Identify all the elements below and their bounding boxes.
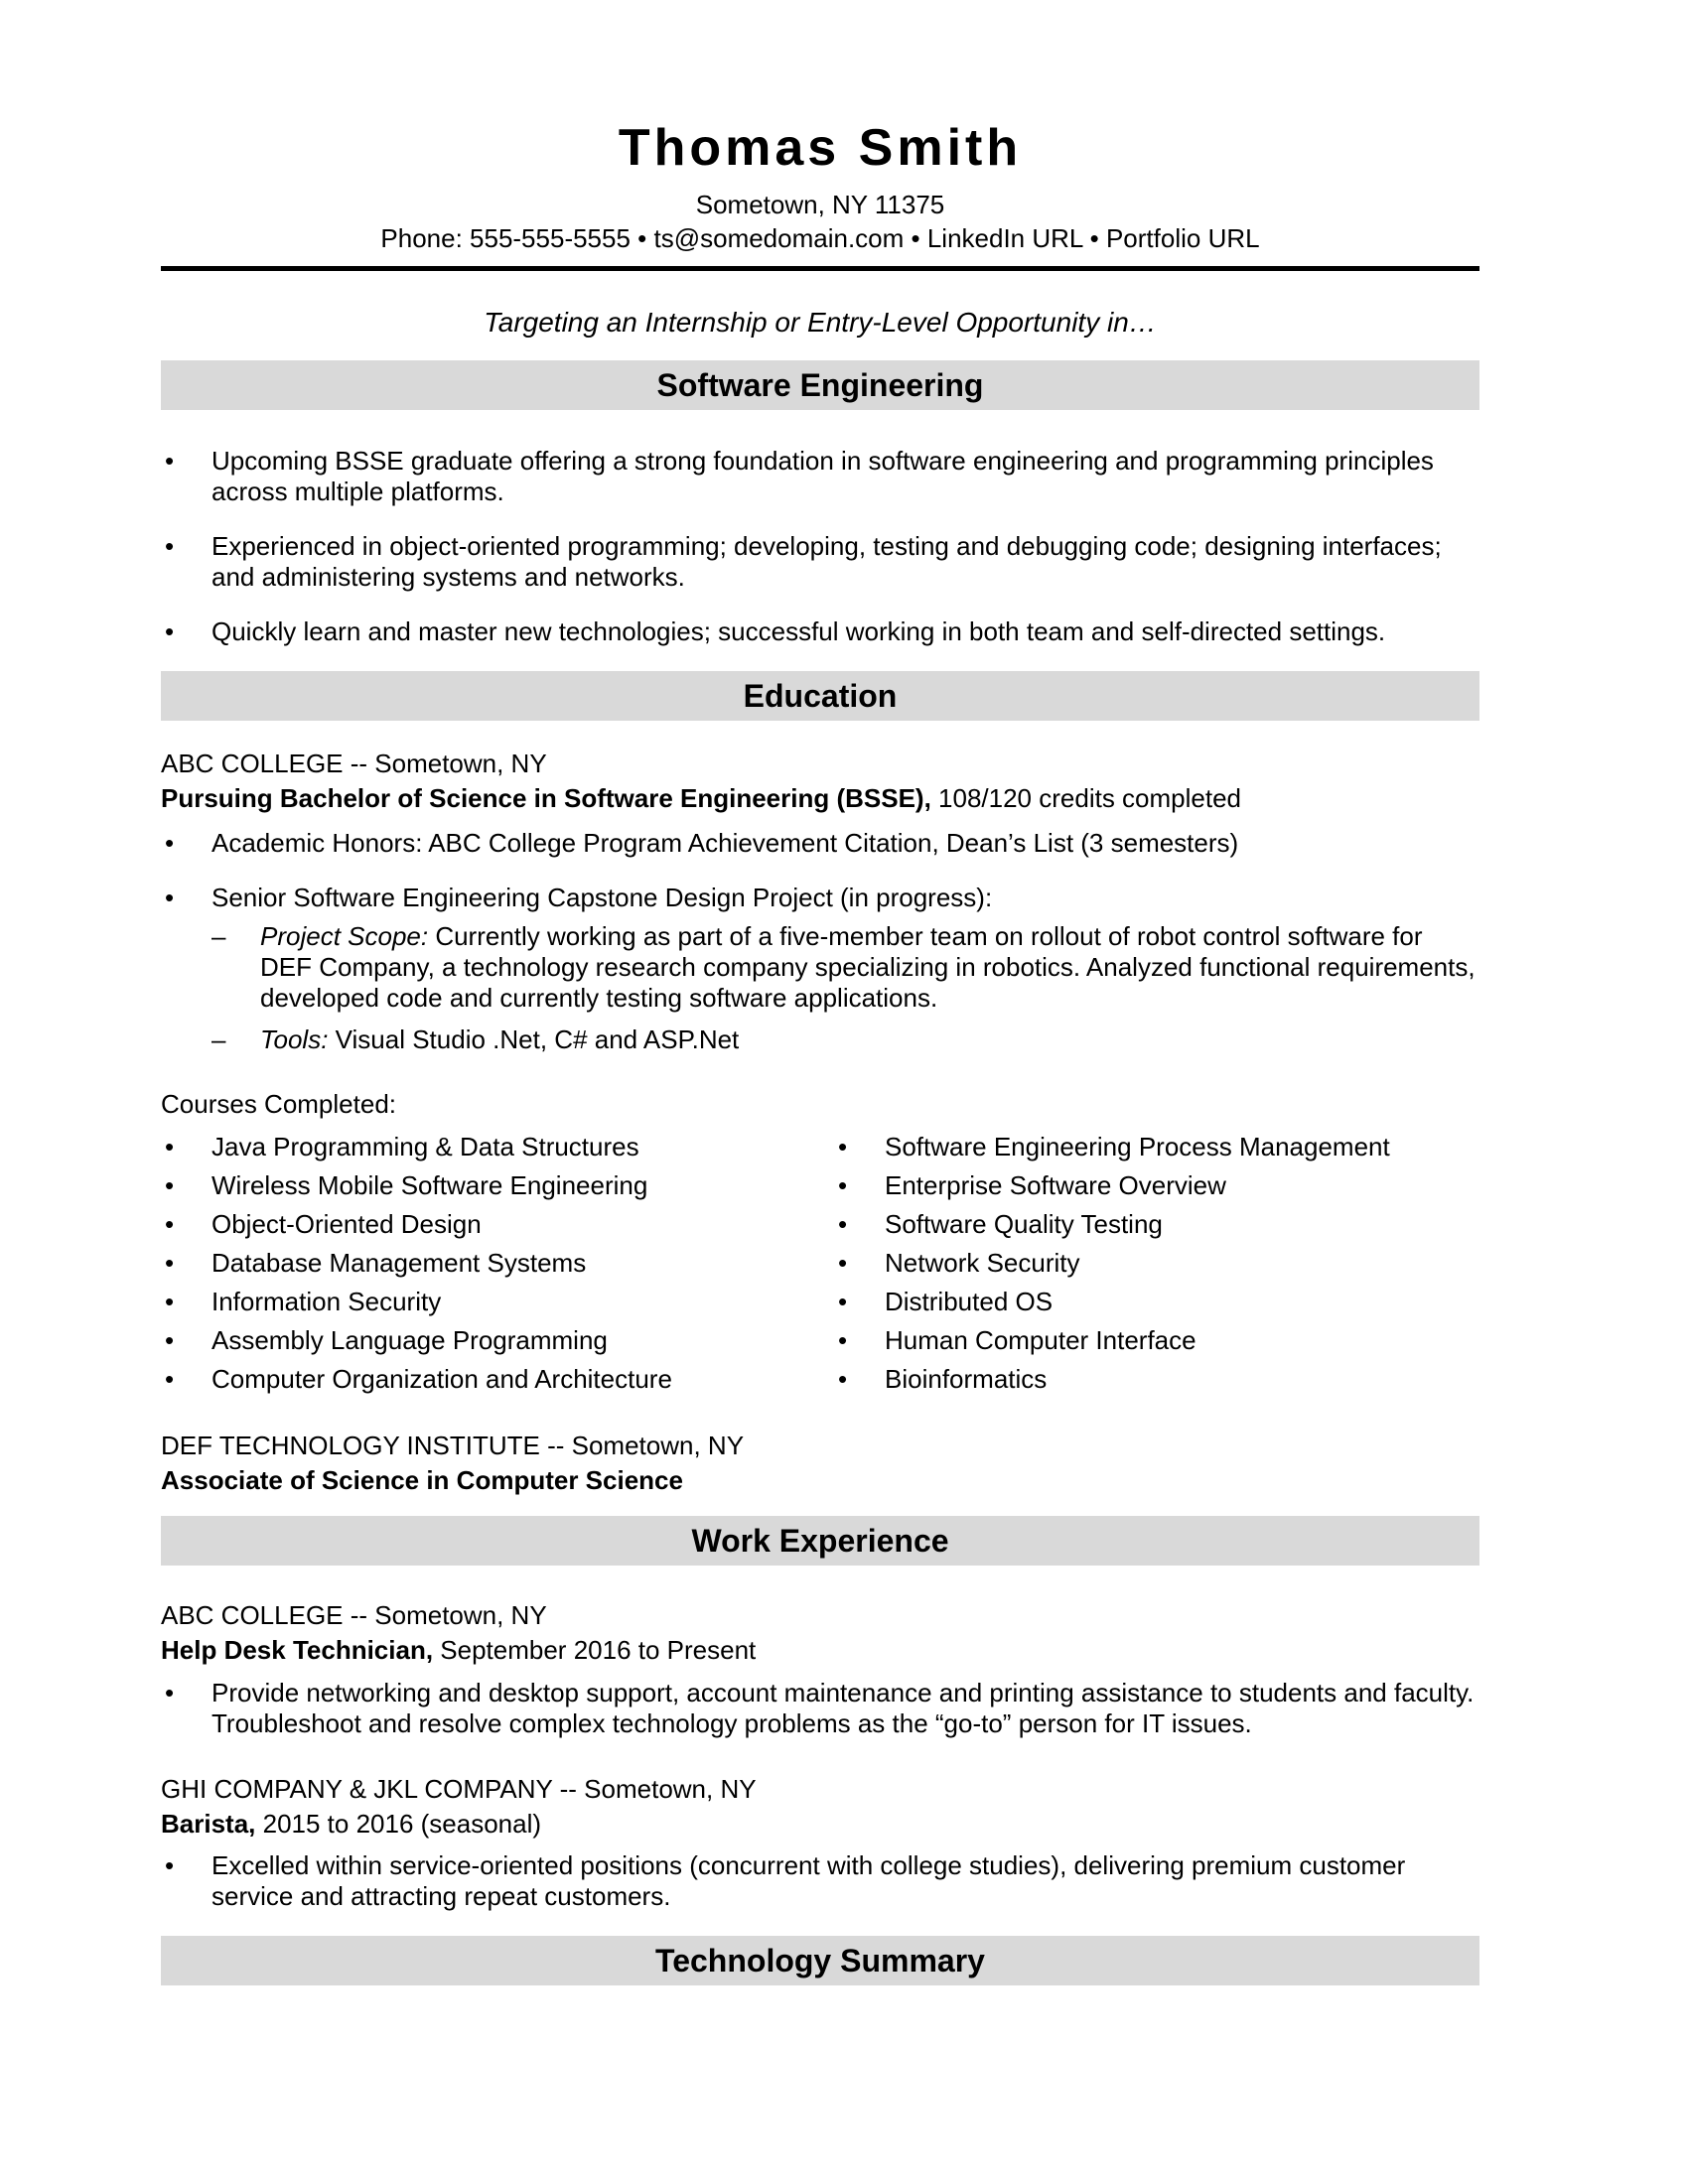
project-scope-text: Currently working as part of a five-member team on rollout of robot control software for DEF Company, a technology research company specializing in robotics. Analyzed functional requirements, developed code and currently testing software applications. (260, 921, 1476, 1013)
course-item: • Human Computer Interface (834, 1321, 1479, 1360)
degree-line: Associate of Science in Computer Science (161, 1465, 683, 1495)
courses-column-left (161, 1128, 834, 1399)
courses-columns (161, 1128, 1479, 1399)
section-header-technology-summary: Technology Summary (161, 1936, 1479, 1985)
course-item: • Bioinformatics (834, 1360, 1479, 1399)
course-item: • Software Quality Testing (834, 1205, 1479, 1244)
course-item: • Object-Oriented Design (161, 1205, 834, 1244)
objective-line: Targeting an Internship or Entry-Level Opportunity in… (484, 307, 1157, 338)
location-line: Sometown, NY 11375 (695, 190, 945, 219)
course-item: • Database Management Systems (161, 1244, 834, 1283)
job-entry (161, 1772, 1479, 1912)
courses-heading: Courses Completed: (161, 1089, 396, 1119)
contact-line: Phone: 555-555-5555 • ts@somedomain.com • LinkedIn URL • Portfolio URL (380, 223, 1260, 253)
project-scope-label: Project Scope: (260, 921, 429, 951)
job-dates: September 2016 to Present (433, 1635, 757, 1665)
header-divider-rule (161, 266, 1479, 271)
tools-label: Tools: (260, 1024, 329, 1054)
job-bullet: • Excelled within service-oriented positions (concurrent with college studies), delivering premium customer service and attracting repeat customers. (161, 1850, 1479, 1912)
course-item: • Software Engineering Process Management (834, 1128, 1479, 1166)
course-item: • Distributed OS (834, 1283, 1479, 1321)
summary-bullet: • Experienced in object-oriented programming; developing, testing and debugging code; designing interfaces; and administering systems and networks. (161, 531, 1479, 593)
capstone-sub-bullet-list (161, 921, 1479, 1055)
course-item: • Enterprise Software Overview (834, 1166, 1479, 1205)
section-header-education: Education (161, 671, 1479, 721)
job-title-line (161, 1633, 1479, 1668)
job-company: ABC COLLEGE -- Sometown, NY (161, 1600, 547, 1630)
job-role: Help Desk Technician, (161, 1635, 434, 1665)
section-header-work-experience: Work Experience (161, 1516, 1479, 1566)
job-entry (161, 1598, 1479, 1739)
job-company: GHI COMPANY & JKL COMPANY -- Sometown, NY (161, 1774, 757, 1804)
section-header-software-engineering: Software Engineering (161, 360, 1479, 410)
course-item: • Assembly Language Programming (161, 1321, 834, 1360)
courses-column-right (834, 1128, 1479, 1399)
degree-line (161, 781, 1479, 816)
course-item: • Wireless Mobile Software Engineering (161, 1166, 834, 1205)
summary-bullet-list (161, 446, 1479, 647)
course-item: • Java Programming & Data Structures (161, 1128, 834, 1166)
job-dates: 2015 to 2016 (seasonal) (255, 1809, 542, 1839)
job-bullet: • Provide networking and desktop support, account maintenance and printing assistance to students and faculty. Troubleshoot and resolve complex technology problems as the “go-to” person for IT issues. (161, 1678, 1479, 1739)
school-name: ABC COLLEGE -- Sometown, NY (161, 749, 547, 778)
summary-bullet: • Quickly learn and master new technologies; successful working in both team and self-directed settings. (161, 616, 1479, 647)
course-item: • Information Security (161, 1283, 834, 1321)
sub-bullet-project-scope (161, 921, 1479, 1014)
education-bullet-capstone: • Senior Software Engineering Capstone Design Project (in progress): (161, 883, 1479, 913)
degree-title: Pursuing Bachelor of Science in Software Engineering (BSSE), (161, 783, 931, 813)
job-bullet-list (161, 1850, 1479, 1912)
course-item: • Computer Organization and Architecture (161, 1360, 834, 1399)
degree-credits: 108/120 credits completed (930, 783, 1242, 813)
education-bullet-list (161, 828, 1479, 913)
summary-bullet: • Upcoming BSSE graduate offering a strong foundation in software engineering and programming principles across multiple platforms. (161, 446, 1479, 507)
tools-text: Visual Studio .Net, C# and ASP.Net (328, 1024, 740, 1054)
education-entry (161, 1429, 1479, 1498)
job-role: Barista, (161, 1809, 256, 1839)
sub-bullet-tools (161, 1024, 1479, 1055)
candidate-name: Thomas Smith (618, 119, 1023, 177)
job-title-line (161, 1807, 1479, 1842)
education-entry (161, 747, 1479, 816)
school-name: DEF TECHNOLOGY INSTITUTE -- Sometown, NY (161, 1431, 745, 1460)
job-bullet-list (161, 1678, 1479, 1739)
resume-page (161, 0, 1479, 1985)
course-item: • Network Security (834, 1244, 1479, 1283)
education-bullet-honors: • Academic Honors: ABC College Program Achievement Citation, Dean’s List (3 semesters) (161, 828, 1479, 859)
